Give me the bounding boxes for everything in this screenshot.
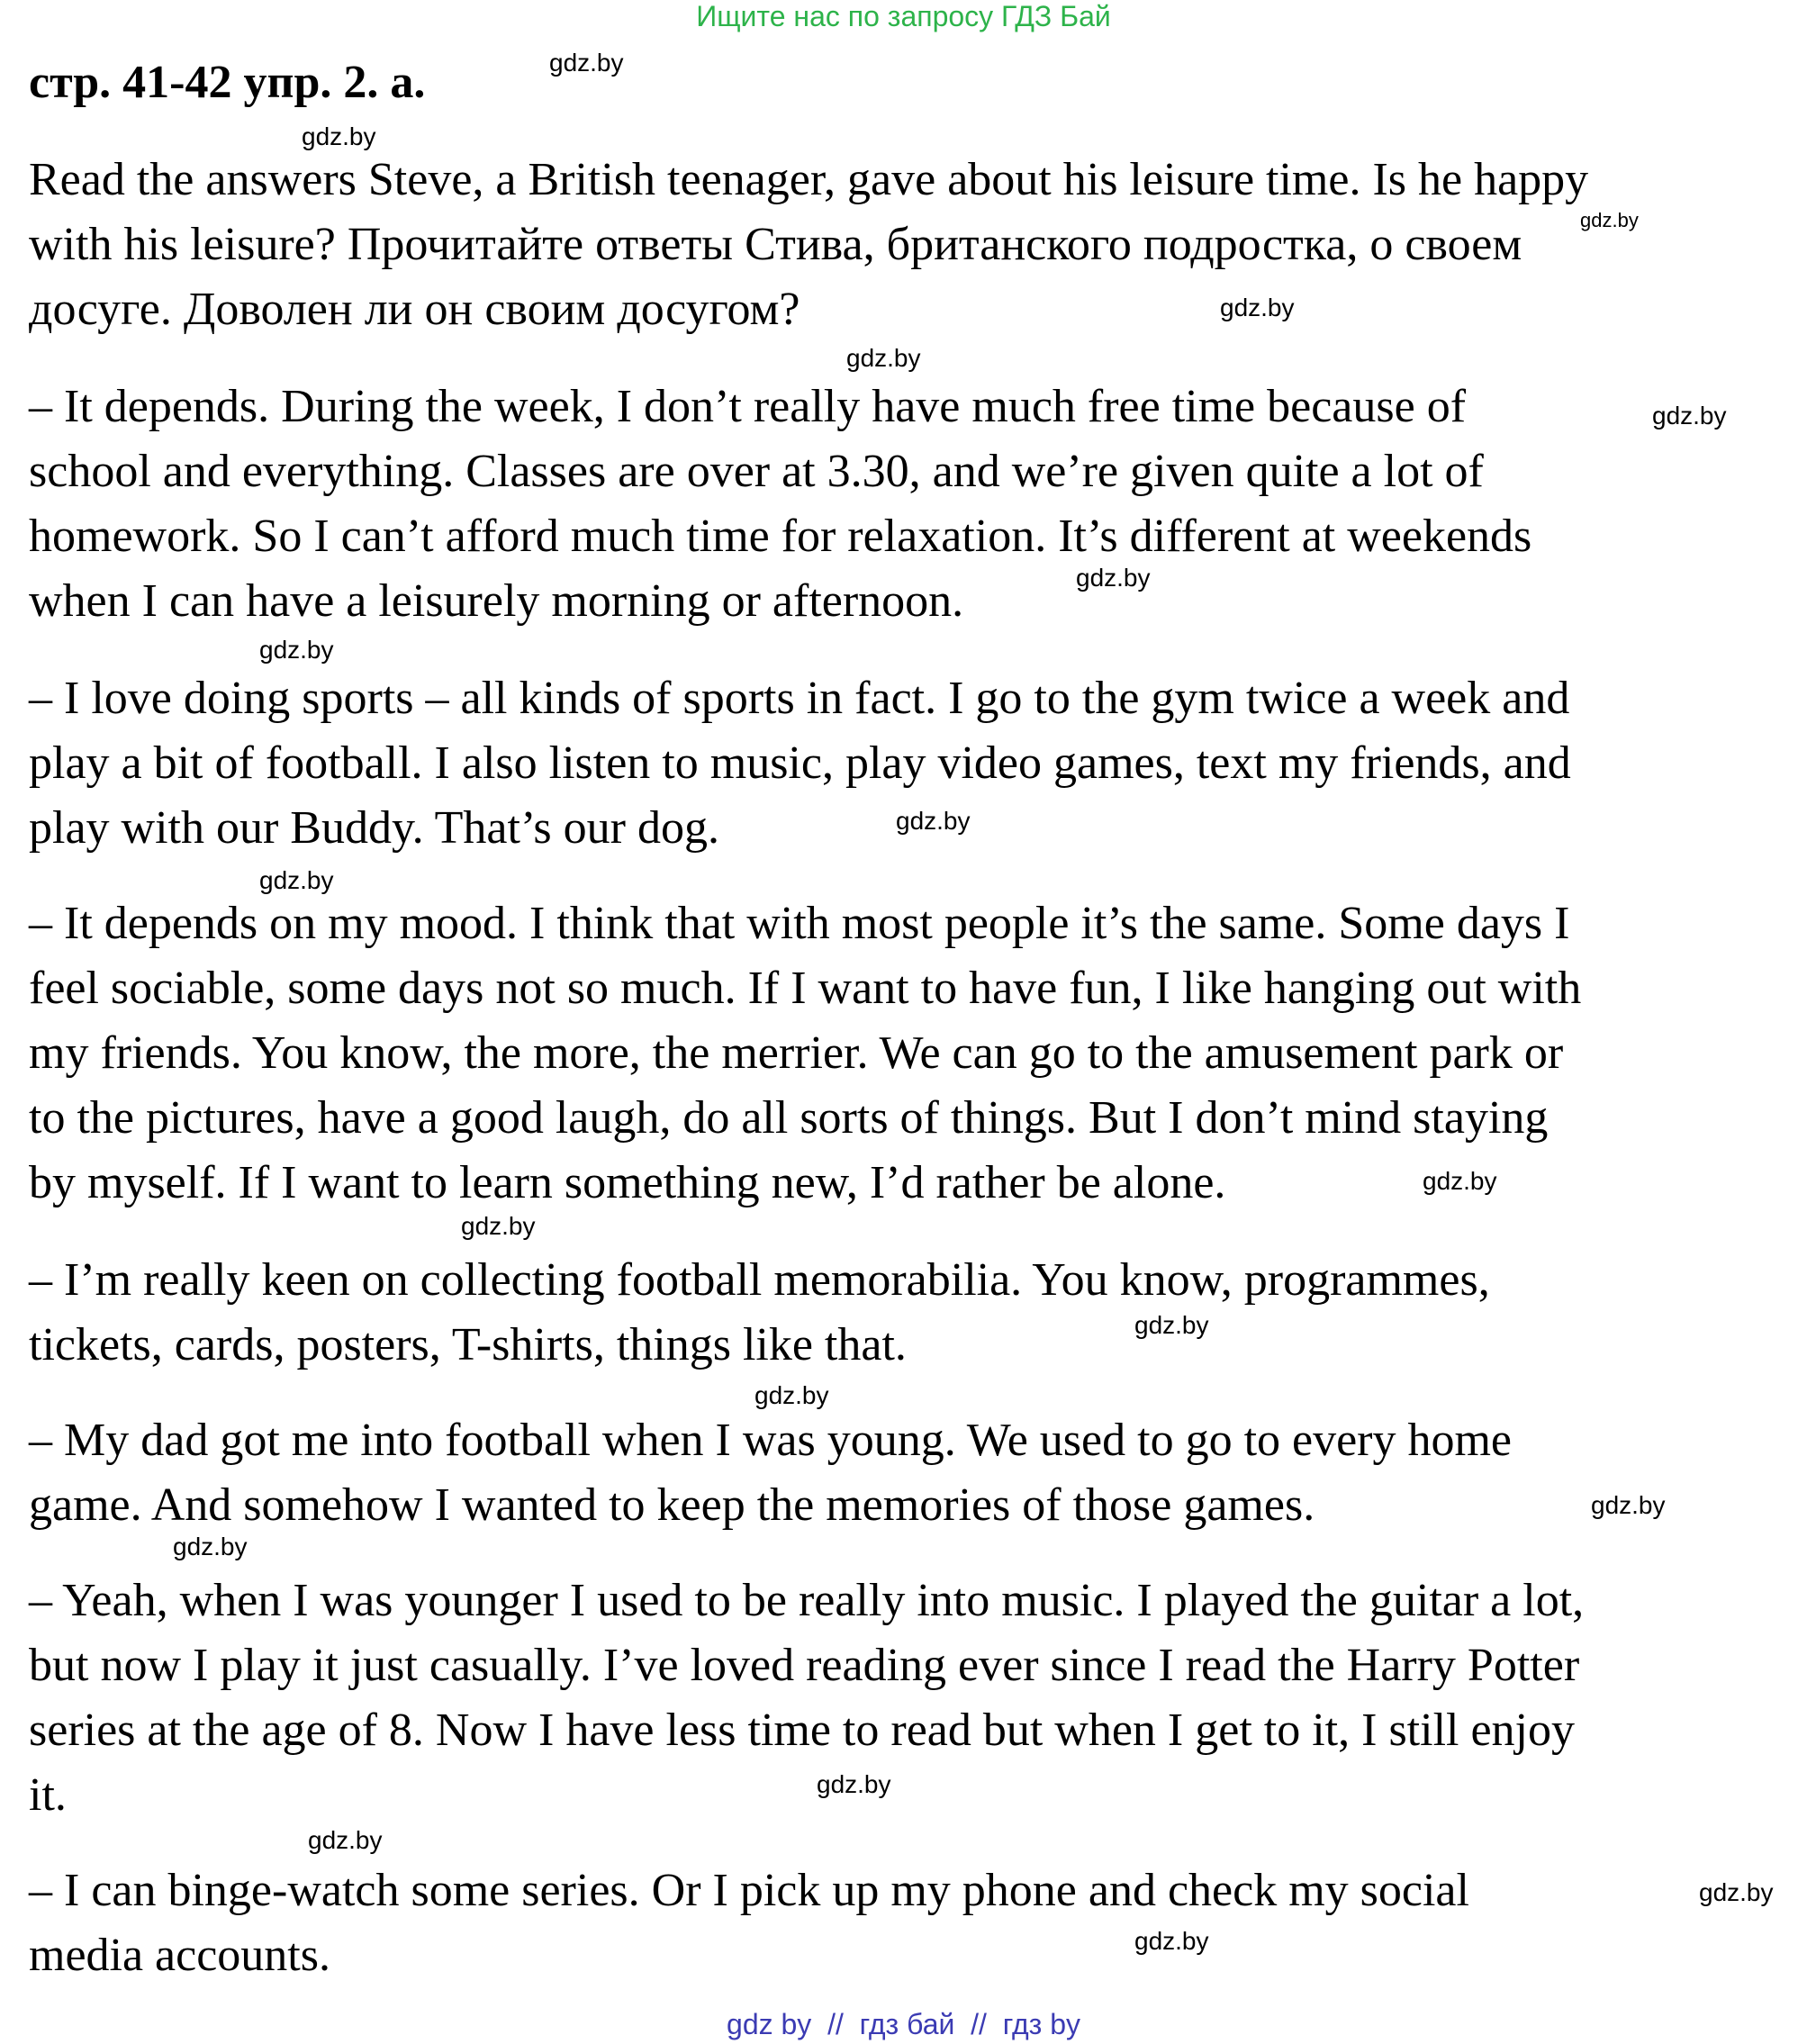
answer-3-line: – It depends on my mood. I think that with most people it’s the same. Some days I <box>29 898 1570 949</box>
answer-1-line: homework. So I can’t afford much time for relaxation. It’s different at weekends <box>29 511 1532 562</box>
search-banner: Ищите нас по запросу ГДЗ Бай <box>696 0 1111 32</box>
intro-line: Read the answers Steve, a British teenager, gave about his leisure time. Is he happy <box>29 154 1589 205</box>
answer-1-line: school and everything. Classes are over at 3.30, and we’re given quite a lot of <box>29 446 1484 497</box>
watermark: gdz.by <box>754 1381 829 1409</box>
answer-7-line: media accounts. <box>29 1930 330 1981</box>
watermark: gdz.by <box>1580 209 1639 231</box>
footer-links: gdz by // гдз бай // гдз by <box>727 2008 1080 2040</box>
intro-line: досуге. Доволен ли он своим досугом? <box>29 284 800 335</box>
answer-4-line: tickets, cards, posters, T-shirts, things like that. <box>29 1319 907 1370</box>
answer-7-line: – I can binge-watch some series. Or I pick up my phone and check my social <box>29 1865 1469 1916</box>
answer-3-line: feel sociable, some days not so much. If I want to have fun, I like hanging out with <box>29 963 1582 1014</box>
answer-4-line: – I’m really keen on collecting football memorabilia. You know, programmes, <box>29 1254 1490 1306</box>
answer-3-line: to the pictures, have a good laugh, do all sorts of things. But I don’t mind staying <box>29 1092 1549 1144</box>
watermark: gdz.by <box>259 636 334 664</box>
watermark: gdz.by <box>1220 294 1295 321</box>
watermark: gdz.by <box>302 122 376 150</box>
watermark: gdz.by <box>308 1826 383 1854</box>
intro-line: with his leisure? Прочитайте ответы Стива, британского подростка, о своем <box>29 219 1522 270</box>
watermark: gdz.by <box>896 807 971 835</box>
answer-2-line: – I love doing sports – all kinds of sports in fact. I go to the gym twice a week and <box>29 673 1570 724</box>
watermark: gdz.by <box>549 49 624 77</box>
answer-3-line: my friends. You know, the more, the merrier. We can go to the amusement park or <box>29 1027 1564 1079</box>
answer-5-line: game. And somehow I wanted to keep the memories of those games. <box>29 1479 1315 1531</box>
answer-3-line: by myself. If I want to learn something new, I’d rather be alone. <box>29 1157 1226 1208</box>
watermark: gdz.by <box>1134 1311 1209 1339</box>
watermark: gdz.by <box>1699 1878 1774 1906</box>
watermark: gdz.by <box>173 1533 248 1560</box>
answer-6-line: – Yeah, when I was younger I used to be really into music. I played the guitar a lot, <box>29 1575 1585 1626</box>
watermark: gdz.by <box>1591 1491 1666 1519</box>
watermark: gdz.by <box>461 1212 536 1240</box>
answer-5-line: – My dad got me into football when I was young. We used to go to every home <box>29 1415 1513 1466</box>
answer-2-line: play with our Buddy. That’s our dog. <box>29 802 719 854</box>
watermark: gdz.by <box>1134 1927 1209 1955</box>
watermark: gdz.by <box>1076 564 1151 592</box>
answer-6-line: series at the age of 8. Now I have less time to read but when I get to it, I still enjoy <box>29 1705 1575 1756</box>
answer-1-line: – It depends. During the week, I don’t really have much free time because of <box>29 381 1467 432</box>
answer-2-line: play a bit of football. I also listen to music, play video games, text my friends, and <box>29 737 1571 789</box>
watermark: gdz.by <box>259 866 334 894</box>
page-title: стр. 41-42 упр. 2. а. <box>29 57 426 108</box>
watermark: gdz.by <box>1652 402 1727 430</box>
answer-6-line: but now I play it just casually. I’ve loved reading ever since I read the Harry Potter <box>29 1640 1580 1691</box>
answer-6-line: it. <box>29 1769 67 1821</box>
watermark: gdz.by <box>846 344 921 372</box>
answer-1-line: when I can have a leisurely morning or afternoon. <box>29 575 964 627</box>
watermark: gdz.by <box>817 1770 891 1798</box>
watermark: gdz.by <box>1423 1167 1497 1195</box>
